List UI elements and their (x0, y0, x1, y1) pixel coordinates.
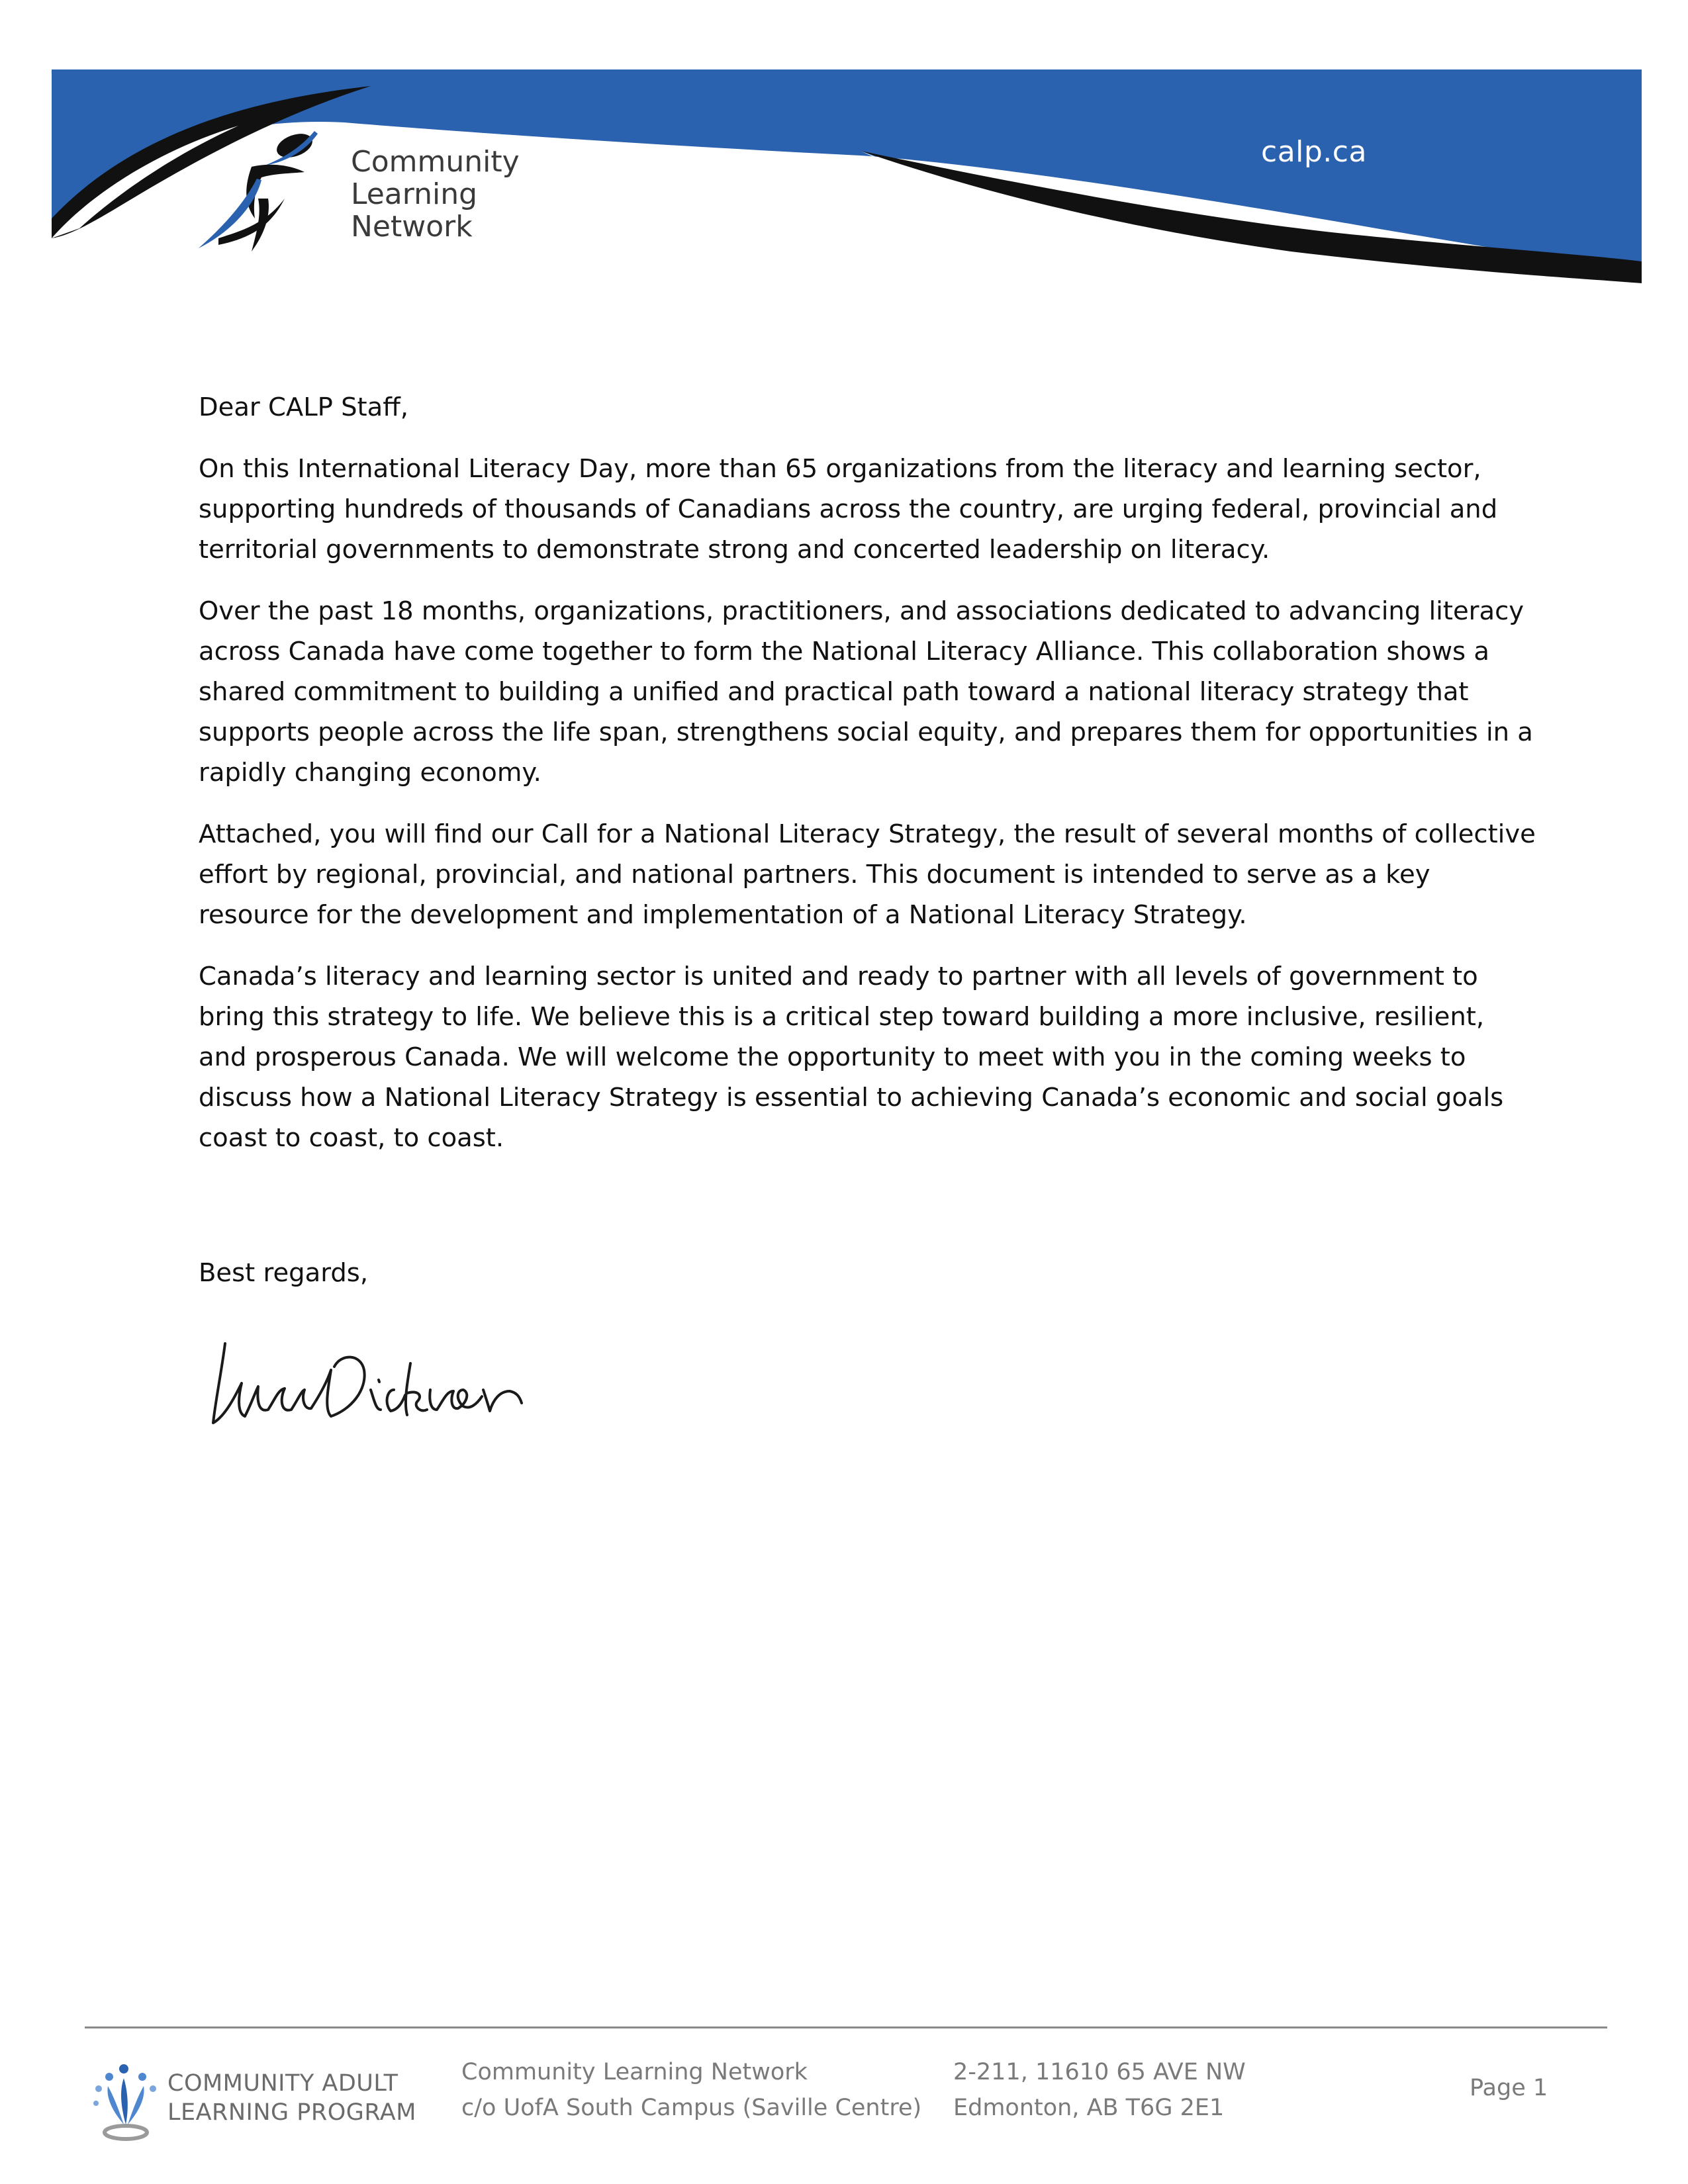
runner-figure-icon (192, 126, 344, 258)
paragraph-1: On this International Literacy Day, more than 65 organizations from the literacy and learning sector, supporting hundreds of thousands of Canadians across the country, are urging federal, provincial and territorial governments to demonstrate strong and concerted leadership on literacy. (199, 454, 1498, 565)
logo-line-network: Network (351, 210, 473, 244)
paragraph-3: Attached, you will find our Call for a National Literacy Strategy, the result of several months of collective effort by regional, provincial, and national partners. This document is intended to serve as a key resource for the development and implementation of a National Literacy Strategy. (199, 819, 1536, 930)
closing: Best regards, (199, 1258, 369, 1288)
footer-organization (461, 2054, 921, 2126)
program-line-1: COMMUNITY ADULT (167, 2070, 399, 2097)
footer-divider (85, 2026, 1607, 2028)
calp-wordmark (167, 2069, 416, 2127)
salutation: Dear CALP Staff, (199, 392, 409, 422)
handwritten-signature (205, 1317, 536, 1449)
community-learning-network-logo (192, 126, 549, 258)
logo-line-learning: Learning (351, 177, 478, 211)
letterhead-banner (0, 0, 1688, 344)
page-number: Page 1 (1470, 2075, 1548, 2101)
footer-org-name: Community Learning Network (461, 2059, 808, 2085)
paragraph-2: Over the past 18 months, organizations, practitioners, and associations dedicated to advancing literacy across Canada have come together to form the National Literacy Alliance. This collaboration shows a shared commitment to building a unified and practical path toward a national literacy strategy that supports people across the life span, strengthens social equity, and prepares them for opportunities in a rapidly changing economy. (199, 596, 1533, 788)
logo-line-community: Community (351, 145, 520, 179)
website-url[interactable]: calp.ca (1261, 135, 1367, 169)
logo-wordmark (351, 146, 520, 243)
footer-address (953, 2054, 1246, 2126)
footer-city: Edmonton, AB T6G 2E1 (953, 2095, 1225, 2121)
fountain-logo-icon (89, 2052, 162, 2144)
footer-org-careof: c/o UofA South Campus (Saville Centre) (461, 2095, 922, 2121)
program-line-2: LEARNING PROGRAM (167, 2099, 416, 2126)
paragraph-4: Canada’s literacy and learning sector is united and ready to partner with all levels of government to bring this strategy to life. We believe this is a critical step toward building a more inclusive, resilient, and prosperous Canada. We will welcome the opportunity to meet with you in the coming weeks to discuss how a National Literacy Strategy is essential to achieving Canada’s economic and social goals coast to coast, to coast. (199, 962, 1504, 1153)
letter-body (199, 387, 1536, 1179)
calp-footer-logo (89, 2052, 434, 2144)
footer-street: 2-211, 11610 65 AVE NW (953, 2059, 1246, 2085)
